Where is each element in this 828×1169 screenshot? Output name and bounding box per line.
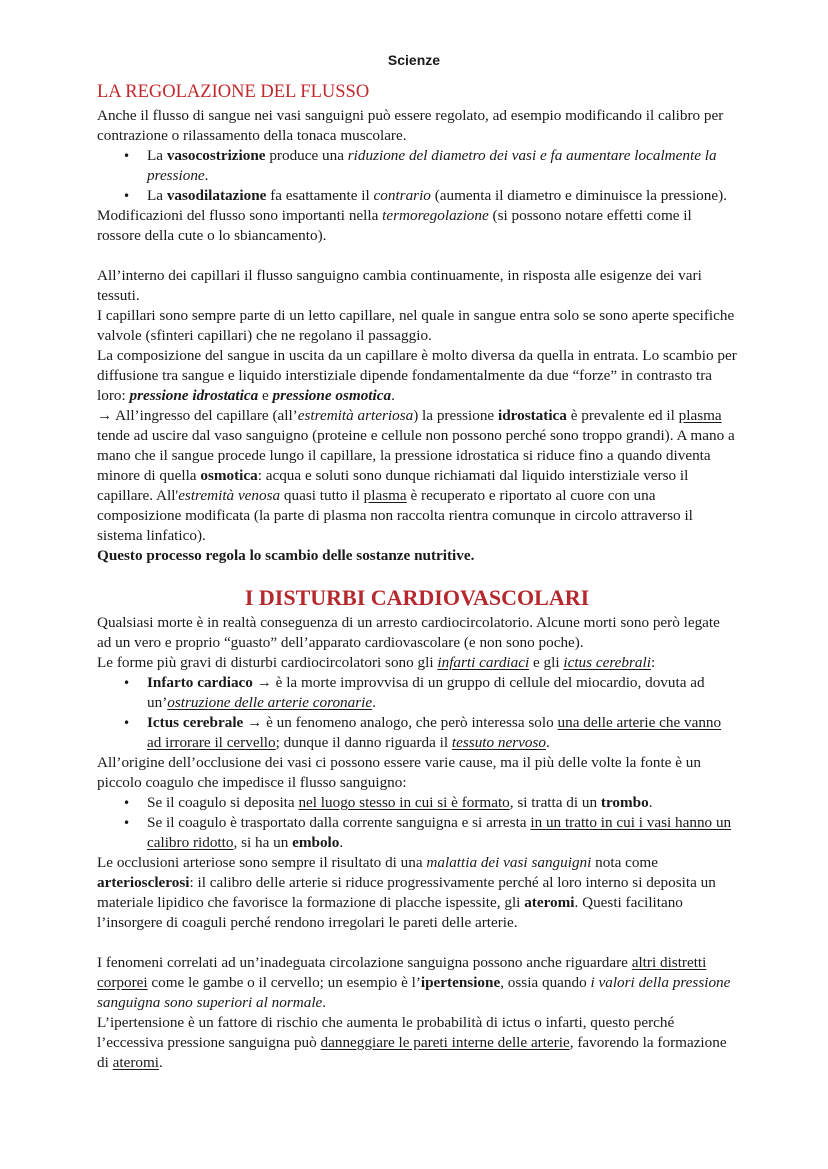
bullet-list-disorders [97,673,737,753]
paragraph-occlusion-origin: All’origine dell’occlusione dei vasi ci possono essere varie cause, ma il più delle volte la fonte è un piccolo coagulo che impedisce il flusso sanguigno: [97,754,701,791]
list-item-thrombus: • Se il coagulo si deposita nel luogo stesso in cui si è formato, si tratta di un trombo. [147,793,737,813]
bullet-list-clots [97,793,737,853]
list-item-embolus: • Se il coagulo è trasportato dalla corrente sanguigna e si arresta in un tratto in cui i vasi hanno un calibro ridotto, si ha un embolo. [147,813,737,853]
paragraph-pressure-exchange: → All’ingresso del capillare (all’estremità arteriosa) la pressione idrostatica è prevalente ed il plasma tende ad uscire dal vaso sanguigno (proteine e cellule non possono perché sono troppo grandi). A mano a mano che il sangue procede lungo il capillare, la pressione idrostatica si riduce fino a quando diventa minore di quella osmotica: acqua e soluti sono dunque richiamati dal liquido interstiziale verso il capillare. All'estremità venosa quasi tutto il plasma è recuperato e riportato al cuore con una composizione modificata (la parte di plasma non raccolta rientra comunque in circolo attraverso il sistema linfatico). [97,407,735,544]
paragraph-conclusion: Questo processo regola lo scambio delle sostanze nutritive. [97,547,475,564]
paragraph-thermoregulation: Modificazioni del flusso sono importanti nella termoregolazione (si possono notare effetti come il rossore della cute o lo sbiancamento). [97,207,692,244]
paragraph-hypertension: I fenomeni correlati ad un’inadeguata circolazione sanguigna possono anche riguardare altri distretti corporei come le gambe o il cervello; un esempio è l’ipertensione, ossia quando i valori della pressione sanguigna sono superiori al normale. [97,954,731,1011]
list-item-vasoconstriction: • La vasocostrizione produce una riduzione del diametro dei vasi e fa aumentare localmente la pressione. [147,146,737,186]
list-item-stroke: • Ictus cerebrale → è un fenomeno analogo, che però interessa solo una delle arterie che vanno ad irrorare il cervello; dunque il danno riguarda il tessuto nervoso. [147,713,737,753]
bullet-list-vessels [97,146,737,206]
paragraph-intro: Anche il flusso di sangue nei vasi sanguigni può essere regolato, ad esempio modificando il calibro per contrazione o rilassamento della tonaca muscolare. [97,107,724,144]
paragraph-capillary-flow: All’interno dei capillari il flusso sanguigno cambia continuamente, in risposta alle esigenze dei vari tessuti. [97,267,702,304]
section-title-cardiovascular-disorders: I DISTURBI CARDIOVASCOLARI [244,585,590,610]
section-title-flow-regulation: LA REGOLAZIONE DEL FLUSSO [97,82,370,102]
list-item-vasodilation: • La vasodilatazione fa esattamente il contrario (aumenta il diametro e diminuisce la pressione). [147,186,737,206]
paragraph-composition: La composizione del sangue in uscita da un capillare è molto diversa da quella in entrata. Lo scambio per diffusione tra sangue e liquido interstiziale dipende fondamentalmente da due “forze” in contrasto tra loro: pressione idrostatica e pressione osmotica. [97,347,737,404]
paragraph-death-cause: Qualsiasi morte è in realtà conseguenza di un arresto cardiocircolatorio. Alcune morti sono però legate ad un vero e proprio “guasto” dell’apparato cardiovascolare (e non sono poche). [97,614,720,651]
paragraph-serious-forms: Le forme più gravi di disturbi cardiocircolatori sono gli infarti cardiaci e gli ictus cerebrali: [97,654,656,671]
paragraph-capillary-bed: I capillari sono sempre parte di un letto capillare, nel quale in sangue entra solo se sono aperte specifiche valvole (sfinteri capillari) che ne regolano il passaggio. [97,307,735,344]
paragraph-arteriosclerosis: Le occlusioni arteriose sono sempre il risultato di una malattia dei vasi sanguigni nota come arteriosclerosi: il calibro delle arterie si riduce progressivamente perché al loro interno si deposita un materiale lipidico che favorisce la formazione di placche ispessite, gli ateromi. Questi facilitano l’insorgere di coaguli perché rendono irregolari le pareti delle arterie. [97,854,716,931]
page-header: Scienze [387,52,441,68]
paragraph-risk-factor: L’ipertensione è un fattore di rischio che aumenta le probabilità di ictus o infarti, questo perché l’eccessiva pressione sanguigna può danneggiare le pareti interne delle arterie, favorendo la formazione di ateromi. [97,1014,727,1071]
list-item-heart-attack: • Infarto cardiaco → è la morte improvvisa di un gruppo di cellule del miocardio, dovuta ad un’ostruzione delle arterie coronarie. [147,673,737,713]
document-body [97,80,737,1073]
